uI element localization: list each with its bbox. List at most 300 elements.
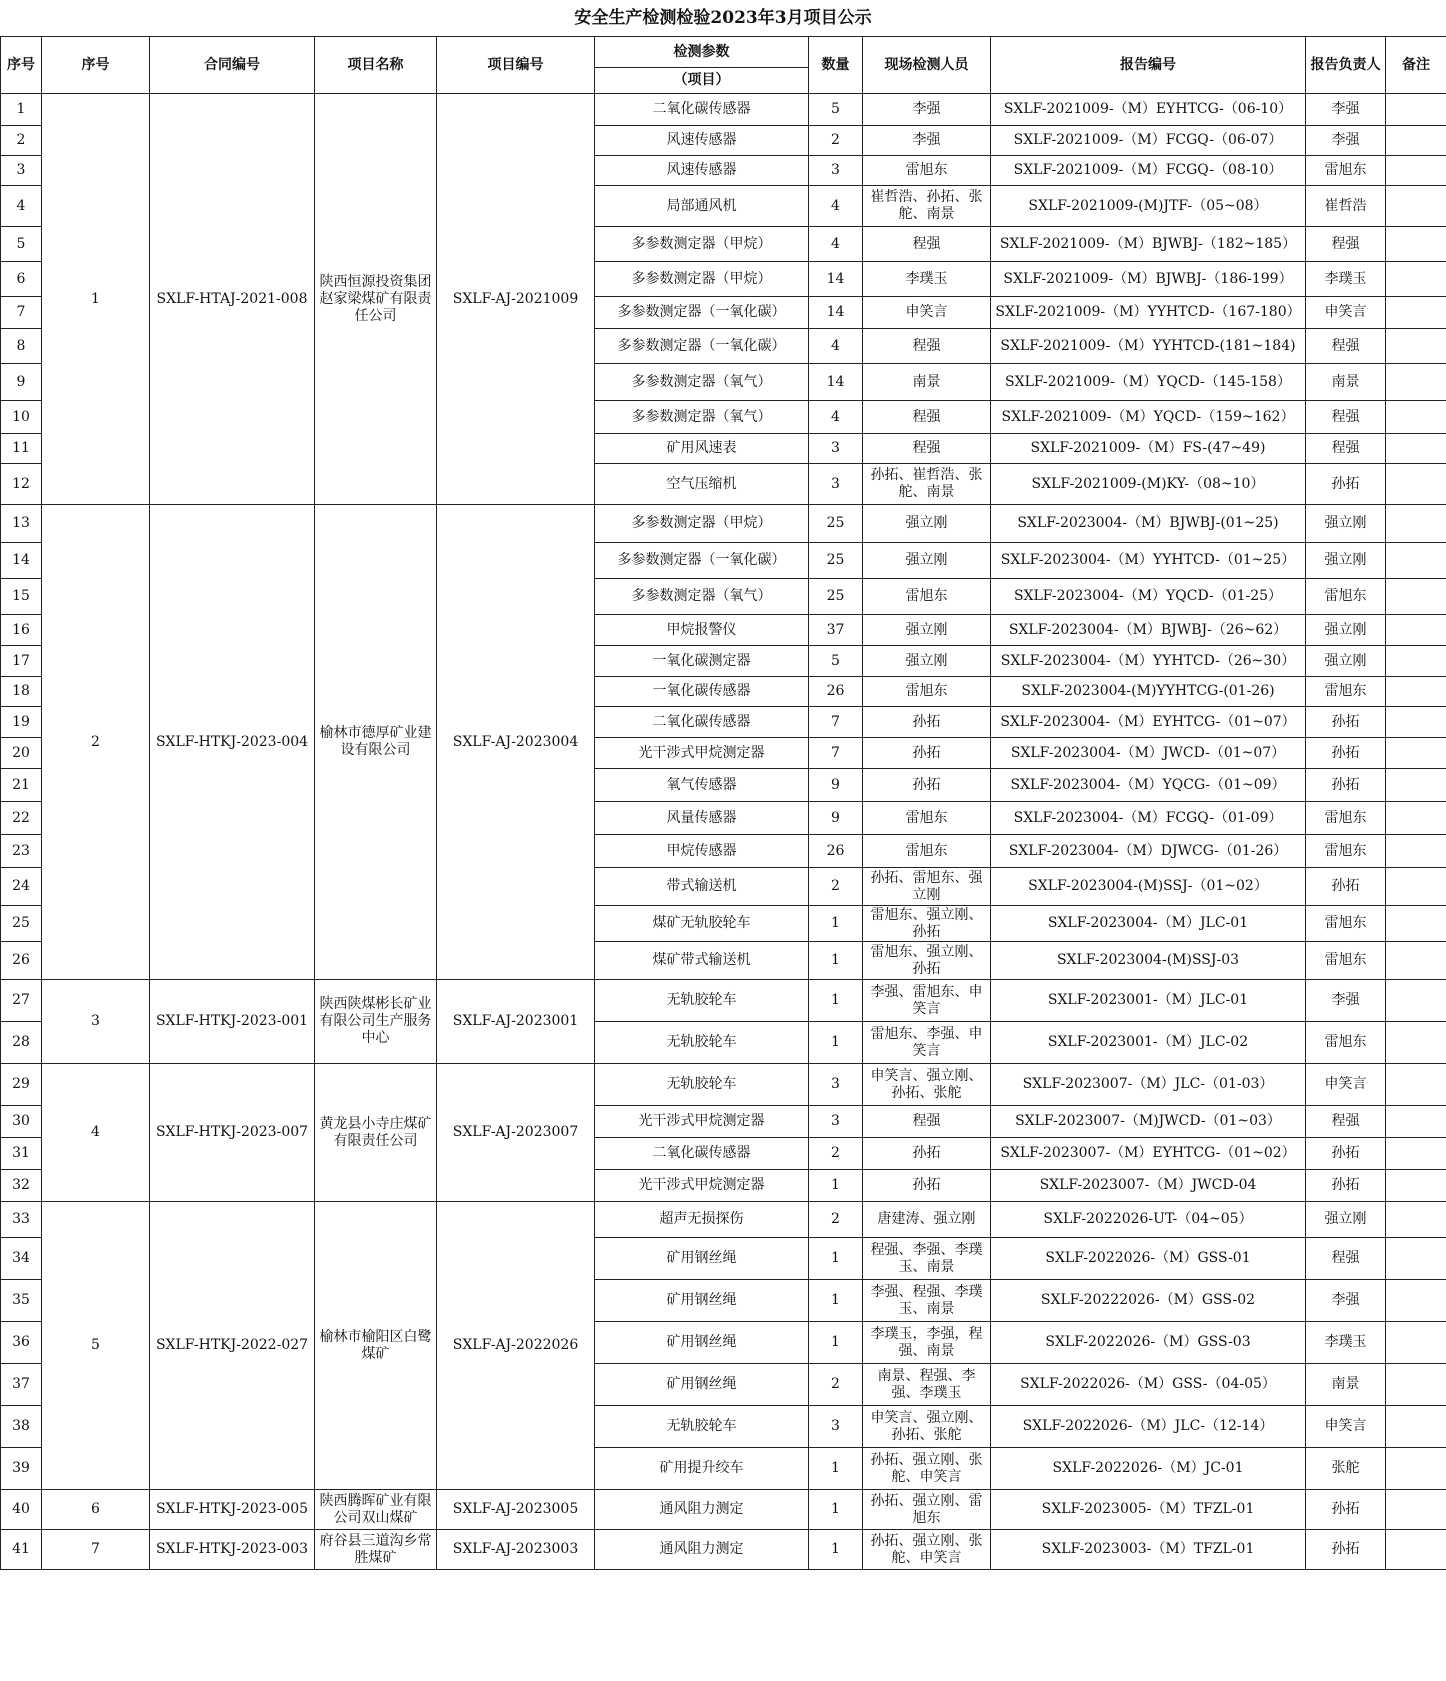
cell-item: 煤矿无轨胶轮车 <box>595 906 809 942</box>
cell-inspector: 孙拓、强立刚、张舵、申笑言 <box>863 1530 991 1570</box>
cell-project-no: SXLF-AJ-2023001 <box>437 980 595 1064</box>
cell-report-owner: 孙拓 <box>1306 1170 1386 1202</box>
cell-row-no: 9 <box>1 364 42 401</box>
cell-qty: 1 <box>809 1238 863 1280</box>
page-title: 安全生产检测检验2023年3月项目公示 <box>574 8 872 28</box>
cell-report-owner: 强立刚 <box>1306 646 1386 677</box>
cell-inspector: 程强、李强、李璞玉、南景 <box>863 1238 991 1280</box>
cell-report-owner: 程强 <box>1306 227 1386 262</box>
cell-qty: 7 <box>809 707 863 738</box>
cell-report-no: SXLF-2023004-（M）JWCD-（01~07） <box>991 738 1306 769</box>
cell-remark <box>1386 1064 1446 1106</box>
cell-seq: 4 <box>42 1064 150 1202</box>
cell-report-owner: 南景 <box>1306 364 1386 401</box>
cell-report-owner: 李璞玉 <box>1306 262 1386 297</box>
cell-qty: 14 <box>809 262 863 297</box>
cell-project-no: SXLF-AJ-2021009 <box>437 94 595 505</box>
cell-inspector: 雷旭东、强立刚、孙拓 <box>863 906 991 942</box>
cell-qty: 2 <box>809 1364 863 1406</box>
cell-item: 二氧化碳传感器 <box>595 707 809 738</box>
cell-qty: 26 <box>809 677 863 707</box>
cell-remark <box>1386 1322 1446 1364</box>
cell-report-owner: 孙拓 <box>1306 1530 1386 1570</box>
cell-item: 多参数测定器（甲烷） <box>595 262 809 297</box>
cell-inspector: 雷旭东 <box>863 802 991 835</box>
cell-qty: 3 <box>809 1106 863 1138</box>
cell-inspector: 程强 <box>863 329 991 364</box>
cell-qty: 3 <box>809 464 863 505</box>
cell-remark <box>1386 579 1446 615</box>
cell-inspector: 雷旭东、强立刚、孙拓 <box>863 942 991 980</box>
cell-item: 无轨胶轮车 <box>595 1064 809 1106</box>
cell-remark <box>1386 126 1446 156</box>
cell-project-no: SXLF-AJ-2023004 <box>437 505 595 980</box>
cell-remark <box>1386 1106 1446 1138</box>
header-contract-no: 合同编号 <box>150 37 315 94</box>
cell-report-owner: 程强 <box>1306 329 1386 364</box>
cell-report-no: SXLF-2023004-（M）FCGQ-（01-09） <box>991 802 1306 835</box>
cell-row-no: 22 <box>1 802 42 835</box>
cell-item: 多参数测定器（氧气） <box>595 364 809 401</box>
cell-report-owner: 雷旭东 <box>1306 677 1386 707</box>
cell-report-no: SXLF-2021009-（M）EYHTCG-（06-10） <box>991 94 1306 126</box>
cell-row-no: 34 <box>1 1238 42 1280</box>
cell-remark <box>1386 802 1446 835</box>
cell-qty: 4 <box>809 329 863 364</box>
cell-row-no: 11 <box>1 434 42 464</box>
cell-qty: 25 <box>809 543 863 579</box>
cell-remark <box>1386 94 1446 126</box>
cell-report-owner: 李强 <box>1306 126 1386 156</box>
cell-report-owner: 孙拓 <box>1306 1138 1386 1170</box>
cell-inspector: 孙拓 <box>863 738 991 769</box>
cell-project-name: 榆林市德厚矿业建设有限公司 <box>315 505 437 980</box>
cell-remark <box>1386 1448 1446 1490</box>
cell-report-owner: 孙拓 <box>1306 769 1386 802</box>
cell-qty: 4 <box>809 227 863 262</box>
cell-contract-no: SXLF-HTAJ-2021-008 <box>150 94 315 505</box>
cell-item: 矿用提升绞车 <box>595 1448 809 1490</box>
cell-project-no: SXLF-AJ-2023003 <box>437 1530 595 1570</box>
cell-report-no: SXLF-2023004-（M）EYHTCG-（01~07） <box>991 707 1306 738</box>
cell-item: 矿用风速表 <box>595 434 809 464</box>
cell-row-no: 14 <box>1 543 42 579</box>
header-row-no: 序号 <box>1 37 42 94</box>
cell-remark <box>1386 707 1446 738</box>
cell-report-no: SXLF-2023003-（M）TFZL-01 <box>991 1530 1306 1570</box>
cell-report-no: SXLF-2023004-（M）JLC-01 <box>991 906 1306 942</box>
cell-inspector: 孙拓 <box>863 707 991 738</box>
cell-report-no: SXLF-2023007-（M）EYHTCG-（01~02） <box>991 1138 1306 1170</box>
cell-qty: 5 <box>809 94 863 126</box>
cell-row-no: 20 <box>1 738 42 769</box>
cell-report-owner: 孙拓 <box>1306 868 1386 906</box>
header-qty: 数量 <box>809 37 863 94</box>
cell-row-no: 12 <box>1 464 42 505</box>
cell-item: 多参数测定器（氧气） <box>595 579 809 615</box>
cell-inspector: 李璞玉，李强，程强、南景 <box>863 1322 991 1364</box>
cell-qty: 4 <box>809 401 863 434</box>
table-row <box>1 1490 1446 1530</box>
cell-row-no: 37 <box>1 1364 42 1406</box>
cell-report-no: SXLF-2021009-（M）FCGQ-（08-10） <box>991 156 1306 186</box>
cell-inspector: 强立刚 <box>863 615 991 646</box>
cell-row-no: 28 <box>1 1022 42 1064</box>
cell-report-no: SXLF-20222026-（M）GSS-02 <box>991 1280 1306 1322</box>
cell-report-no: SXLF-2021009-（M）YQCD-（159~162） <box>991 401 1306 434</box>
cell-item: 一氧化碳传感器 <box>595 677 809 707</box>
table-row <box>1 94 1446 126</box>
cell-remark <box>1386 677 1446 707</box>
cell-report-owner: 雷旭东 <box>1306 1022 1386 1064</box>
cell-report-owner: 张舵 <box>1306 1448 1386 1490</box>
header-param: 检测参数 <box>595 37 809 68</box>
cell-report-no: SXLF-2021009-（M）YYHTCD-（167-180） <box>991 297 1306 329</box>
cell-inspector: 孙拓 <box>863 769 991 802</box>
cell-item: 多参数测定器（一氧化碳） <box>595 297 809 329</box>
cell-row-no: 10 <box>1 401 42 434</box>
cell-report-owner: 李璞玉 <box>1306 1322 1386 1364</box>
cell-remark <box>1386 186 1446 227</box>
cell-qty: 2 <box>809 1138 863 1170</box>
cell-item: 甲烷报警仪 <box>595 615 809 646</box>
cell-item: 多参数测定器（氧气） <box>595 401 809 434</box>
cell-project-name: 陕西恒源投资集团赵家梁煤矿有限责任公司 <box>315 94 437 505</box>
cell-report-owner: 崔哲浩 <box>1306 186 1386 227</box>
cell-project-name: 榆林市榆阳区白鹭煤矿 <box>315 1202 437 1490</box>
cell-item: 甲烷传感器 <box>595 835 809 868</box>
cell-remark <box>1386 1530 1446 1570</box>
cell-inspector: 强立刚 <box>863 646 991 677</box>
cell-inspector: 孙拓 <box>863 1138 991 1170</box>
header-inspector: 现场检测人员 <box>863 37 991 94</box>
cell-row-no: 33 <box>1 1202 42 1238</box>
cell-contract-no: SXLF-HTKJ-2022-027 <box>150 1202 315 1490</box>
cell-remark <box>1386 906 1446 942</box>
cell-contract-no: SXLF-HTKJ-2023-004 <box>150 505 315 980</box>
cell-item: 无轨胶轮车 <box>595 1022 809 1064</box>
cell-inspector: 孙拓 <box>863 1170 991 1202</box>
cell-report-no: SXLF-2021009-（M）YQCD-（145-158） <box>991 364 1306 401</box>
cell-seq: 2 <box>42 505 150 980</box>
cell-report-no: SXLF-2023007-（M）JLC-（01-03） <box>991 1064 1306 1106</box>
cell-qty: 9 <box>809 802 863 835</box>
cell-inspector: 雷旭东 <box>863 579 991 615</box>
cell-report-owner: 程强 <box>1306 1238 1386 1280</box>
cell-qty: 2 <box>809 868 863 906</box>
cell-item: 光干涉式甲烷测定器 <box>595 1170 809 1202</box>
cell-row-no: 8 <box>1 329 42 364</box>
cell-project-no: SXLF-AJ-2023007 <box>437 1064 595 1202</box>
cell-seq: 7 <box>42 1530 150 1570</box>
cell-row-no: 17 <box>1 646 42 677</box>
cell-report-owner: 孙拓 <box>1306 1490 1386 1530</box>
cell-row-no: 39 <box>1 1448 42 1490</box>
cell-inspector: 崔哲浩、孙拓、张舵、南景 <box>863 186 991 227</box>
cell-item: 局部通风机 <box>595 186 809 227</box>
cell-qty: 1 <box>809 1322 863 1364</box>
table-row <box>1 1202 1446 1238</box>
cell-remark <box>1386 868 1446 906</box>
cell-row-no: 36 <box>1 1322 42 1364</box>
inspection-table <box>0 36 1446 1570</box>
cell-inspector: 李璞玉 <box>863 262 991 297</box>
cell-report-no: SXLF-2023001-（M）JLC-02 <box>991 1022 1306 1064</box>
table-row <box>1 505 1446 543</box>
cell-inspector: 雷旭东 <box>863 156 991 186</box>
cell-item: 光干涉式甲烷测定器 <box>595 738 809 769</box>
cell-report-no: SXLF-2023004-（M）BJWBJ-(01~25) <box>991 505 1306 543</box>
cell-inspector: 李强、程强、李璞玉、南景 <box>863 1280 991 1322</box>
cell-inspector: 孙拓、强立刚、雷旭东 <box>863 1490 991 1530</box>
cell-remark <box>1386 980 1446 1022</box>
cell-remark <box>1386 227 1446 262</box>
table-row <box>1 1064 1446 1106</box>
cell-item: 多参数测定器（甲烷） <box>595 505 809 543</box>
cell-inspector: 南景 <box>863 364 991 401</box>
cell-qty: 14 <box>809 297 863 329</box>
cell-report-owner: 雷旭东 <box>1306 906 1386 942</box>
header-param-sub: （项目） <box>595 68 809 94</box>
cell-report-owner: 李强 <box>1306 94 1386 126</box>
cell-row-no: 24 <box>1 868 42 906</box>
header-report-owner: 报告负责人 <box>1306 37 1386 94</box>
cell-inspector: 雷旭东 <box>863 677 991 707</box>
cell-inspector: 雷旭东、李强、申笑言 <box>863 1022 991 1064</box>
cell-qty: 25 <box>809 505 863 543</box>
header-report-no: 报告编号 <box>991 37 1306 94</box>
cell-row-no: 26 <box>1 942 42 980</box>
cell-inspector: 申笑言 <box>863 297 991 329</box>
header-remark: 备注 <box>1386 37 1446 94</box>
cell-report-no: SXLF-2021009-（M）YYHTCD-(181~184) <box>991 329 1306 364</box>
cell-report-owner: 李强 <box>1306 980 1386 1022</box>
cell-remark <box>1386 769 1446 802</box>
cell-row-no: 31 <box>1 1138 42 1170</box>
cell-inspector: 李强 <box>863 94 991 126</box>
cell-qty: 3 <box>809 434 863 464</box>
cell-report-owner: 强立刚 <box>1306 543 1386 579</box>
cell-report-no: SXLF-2022026-（M）JC-01 <box>991 1448 1306 1490</box>
cell-report-owner: 雷旭东 <box>1306 942 1386 980</box>
cell-report-no: SXLF-2023004-（M）DJWCG-（01-26） <box>991 835 1306 868</box>
cell-item: 风量传感器 <box>595 802 809 835</box>
cell-inspector: 孙拓、强立刚、张舵、申笑言 <box>863 1448 991 1490</box>
cell-seq: 3 <box>42 980 150 1064</box>
cell-remark <box>1386 835 1446 868</box>
cell-item: 多参数测定器（甲烷） <box>595 227 809 262</box>
cell-qty: 3 <box>809 1064 863 1106</box>
cell-report-no: SXLF-2022026-（M）GSS-01 <box>991 1238 1306 1280</box>
cell-inspector: 程强 <box>863 401 991 434</box>
cell-row-no: 19 <box>1 707 42 738</box>
cell-report-no: SXLF-2023004-(M)YYHTCG-(01-26) <box>991 677 1306 707</box>
cell-inspector: 孙拓、雷旭东、强立刚 <box>863 868 991 906</box>
cell-report-owner: 雷旭东 <box>1306 835 1386 868</box>
cell-report-no: SXLF-2022026-（M）JLC-（12-14） <box>991 1406 1306 1448</box>
cell-report-owner: 强立刚 <box>1306 1202 1386 1238</box>
cell-report-owner: 申笑言 <box>1306 1406 1386 1448</box>
header-project-name: 项目名称 <box>315 37 437 94</box>
cell-report-no: SXLF-2023007-（M)JWCD-（01~03） <box>991 1106 1306 1138</box>
cell-report-owner: 雷旭东 <box>1306 579 1386 615</box>
cell-report-no: SXLF-2023004-（M）YYHTCD-（01~25） <box>991 543 1306 579</box>
cell-report-owner: 程强 <box>1306 434 1386 464</box>
cell-remark <box>1386 615 1446 646</box>
cell-inspector: 唐建涛、强立刚 <box>863 1202 991 1238</box>
cell-item: 空气压缩机 <box>595 464 809 505</box>
cell-report-no: SXLF-2021009-（M）FS-(47~49) <box>991 434 1306 464</box>
cell-remark <box>1386 1406 1446 1448</box>
cell-row-no: 21 <box>1 769 42 802</box>
header-project-no: 项目编号 <box>437 37 595 94</box>
cell-report-owner: 南景 <box>1306 1364 1386 1406</box>
cell-remark <box>1386 464 1446 505</box>
cell-item: 二氧化碳传感器 <box>595 94 809 126</box>
cell-report-owner: 孙拓 <box>1306 738 1386 769</box>
cell-remark <box>1386 156 1446 186</box>
cell-item: 带式输送机 <box>595 868 809 906</box>
cell-report-no: SXLF-2023007-（M）JWCD-04 <box>991 1170 1306 1202</box>
cell-row-no: 29 <box>1 1064 42 1106</box>
cell-report-no: SXLF-2023004-（M）YQCD-（01-25） <box>991 579 1306 615</box>
cell-item: 矿用钢丝绳 <box>595 1322 809 1364</box>
cell-item: 矿用钢丝绳 <box>595 1280 809 1322</box>
cell-inspector: 强立刚 <box>863 505 991 543</box>
cell-report-owner: 程强 <box>1306 1106 1386 1138</box>
cell-remark <box>1386 543 1446 579</box>
cell-qty: 1 <box>809 906 863 942</box>
cell-qty: 2 <box>809 126 863 156</box>
cell-report-no: SXLF-2023004-(M)SSJ-（01~02） <box>991 868 1306 906</box>
cell-item: 风速传感器 <box>595 156 809 186</box>
cell-row-no: 38 <box>1 1406 42 1448</box>
cell-qty: 2 <box>809 1202 863 1238</box>
cell-report-owner: 孙拓 <box>1306 464 1386 505</box>
cell-qty: 3 <box>809 156 863 186</box>
cell-project-name: 陕西陕煤彬长矿业有限公司生产服务中心 <box>315 980 437 1064</box>
cell-qty: 25 <box>809 579 863 615</box>
cell-seq: 1 <box>42 94 150 505</box>
cell-remark <box>1386 942 1446 980</box>
cell-qty: 26 <box>809 835 863 868</box>
cell-row-no: 6 <box>1 262 42 297</box>
cell-qty: 3 <box>809 1406 863 1448</box>
cell-report-owner: 申笑言 <box>1306 1064 1386 1106</box>
cell-item: 通风阻力测定 <box>595 1490 809 1530</box>
cell-remark <box>1386 505 1446 543</box>
cell-seq: 6 <box>42 1490 150 1530</box>
cell-remark <box>1386 738 1446 769</box>
cell-inspector: 李强 <box>863 126 991 156</box>
cell-qty: 1 <box>809 1170 863 1202</box>
cell-remark <box>1386 1022 1446 1064</box>
cell-qty: 7 <box>809 738 863 769</box>
cell-item: 光干涉式甲烷测定器 <box>595 1106 809 1138</box>
cell-row-no: 40 <box>1 1490 42 1530</box>
cell-row-no: 7 <box>1 297 42 329</box>
cell-seq: 5 <box>42 1202 150 1490</box>
cell-contract-no: SXLF-HTKJ-2023-001 <box>150 980 315 1064</box>
cell-inspector: 申笑言、强立刚、孙拓、张舵 <box>863 1064 991 1106</box>
cell-row-no: 25 <box>1 906 42 942</box>
cell-contract-no: SXLF-HTKJ-2023-007 <box>150 1064 315 1202</box>
cell-qty: 37 <box>809 615 863 646</box>
cell-report-no: SXLF-2021009-(M)KY-（08~10） <box>991 464 1306 505</box>
cell-row-no: 18 <box>1 677 42 707</box>
cell-inspector: 强立刚 <box>863 543 991 579</box>
cell-report-no: SXLF-2023004-（M）YQCG-（01~09） <box>991 769 1306 802</box>
cell-item: 超声无损探伤 <box>595 1202 809 1238</box>
cell-report-no: SXLF-2021009-(M)JTF-（05~08） <box>991 186 1306 227</box>
cell-remark <box>1386 1238 1446 1280</box>
cell-item: 矿用钢丝绳 <box>595 1238 809 1280</box>
cell-row-no: 23 <box>1 835 42 868</box>
cell-item: 煤矿带式输送机 <box>595 942 809 980</box>
cell-item: 无轨胶轮车 <box>595 1406 809 1448</box>
table-row <box>1 980 1446 1022</box>
cell-qty: 9 <box>809 769 863 802</box>
cell-remark <box>1386 262 1446 297</box>
cell-inspector: 程强 <box>863 434 991 464</box>
cell-qty: 4 <box>809 186 863 227</box>
table-body <box>1 94 1446 1570</box>
cell-row-no: 13 <box>1 505 42 543</box>
cell-report-owner: 孙拓 <box>1306 707 1386 738</box>
cell-item: 二氧化碳传感器 <box>595 1138 809 1170</box>
cell-remark <box>1386 646 1446 677</box>
cell-row-no: 35 <box>1 1280 42 1322</box>
cell-row-no: 27 <box>1 980 42 1022</box>
cell-remark <box>1386 297 1446 329</box>
cell-remark <box>1386 434 1446 464</box>
cell-qty: 14 <box>809 364 863 401</box>
cell-item: 一氧化碳测定器 <box>595 646 809 677</box>
cell-report-owner: 强立刚 <box>1306 615 1386 646</box>
cell-item: 通风阻力测定 <box>595 1530 809 1570</box>
cell-row-no: 1 <box>1 94 42 126</box>
cell-report-no: SXLF-2021009-（M）FCGQ-（06-07） <box>991 126 1306 156</box>
cell-qty: 1 <box>809 1022 863 1064</box>
cell-item: 矿用钢丝绳 <box>595 1364 809 1406</box>
cell-row-no: 3 <box>1 156 42 186</box>
cell-row-no: 16 <box>1 615 42 646</box>
cell-project-name: 府谷县三道沟乡常胜煤矿 <box>315 1530 437 1570</box>
cell-qty: 1 <box>809 1530 863 1570</box>
cell-report-owner: 强立刚 <box>1306 505 1386 543</box>
cell-item: 无轨胶轮车 <box>595 980 809 1022</box>
cell-item: 多参数测定器（一氧化碳） <box>595 329 809 364</box>
cell-item: 多参数测定器（一氧化碳） <box>595 543 809 579</box>
cell-report-owner: 雷旭东 <box>1306 156 1386 186</box>
cell-inspector: 雷旭东 <box>863 835 991 868</box>
cell-item: 氧气传感器 <box>595 769 809 802</box>
cell-report-owner: 申笑言 <box>1306 297 1386 329</box>
cell-inspector: 程强 <box>863 227 991 262</box>
cell-row-no: 5 <box>1 227 42 262</box>
cell-remark <box>1386 1280 1446 1322</box>
cell-remark <box>1386 1364 1446 1406</box>
cell-report-no: SXLF-2022026-（M）GSS-（04-05） <box>991 1364 1306 1406</box>
cell-row-no: 32 <box>1 1170 42 1202</box>
cell-report-no: SXLF-2022026-（M）GSS-03 <box>991 1322 1306 1364</box>
cell-row-no: 4 <box>1 186 42 227</box>
cell-contract-no: SXLF-HTKJ-2023-003 <box>150 1530 315 1570</box>
cell-report-no: SXLF-2022026-UT-（04~05） <box>991 1202 1306 1238</box>
cell-report-no: SXLF-2023004-（M）BJWBJ-（26~62） <box>991 615 1306 646</box>
cell-project-no: SXLF-AJ-2022026 <box>437 1202 595 1490</box>
cell-remark <box>1386 329 1446 364</box>
